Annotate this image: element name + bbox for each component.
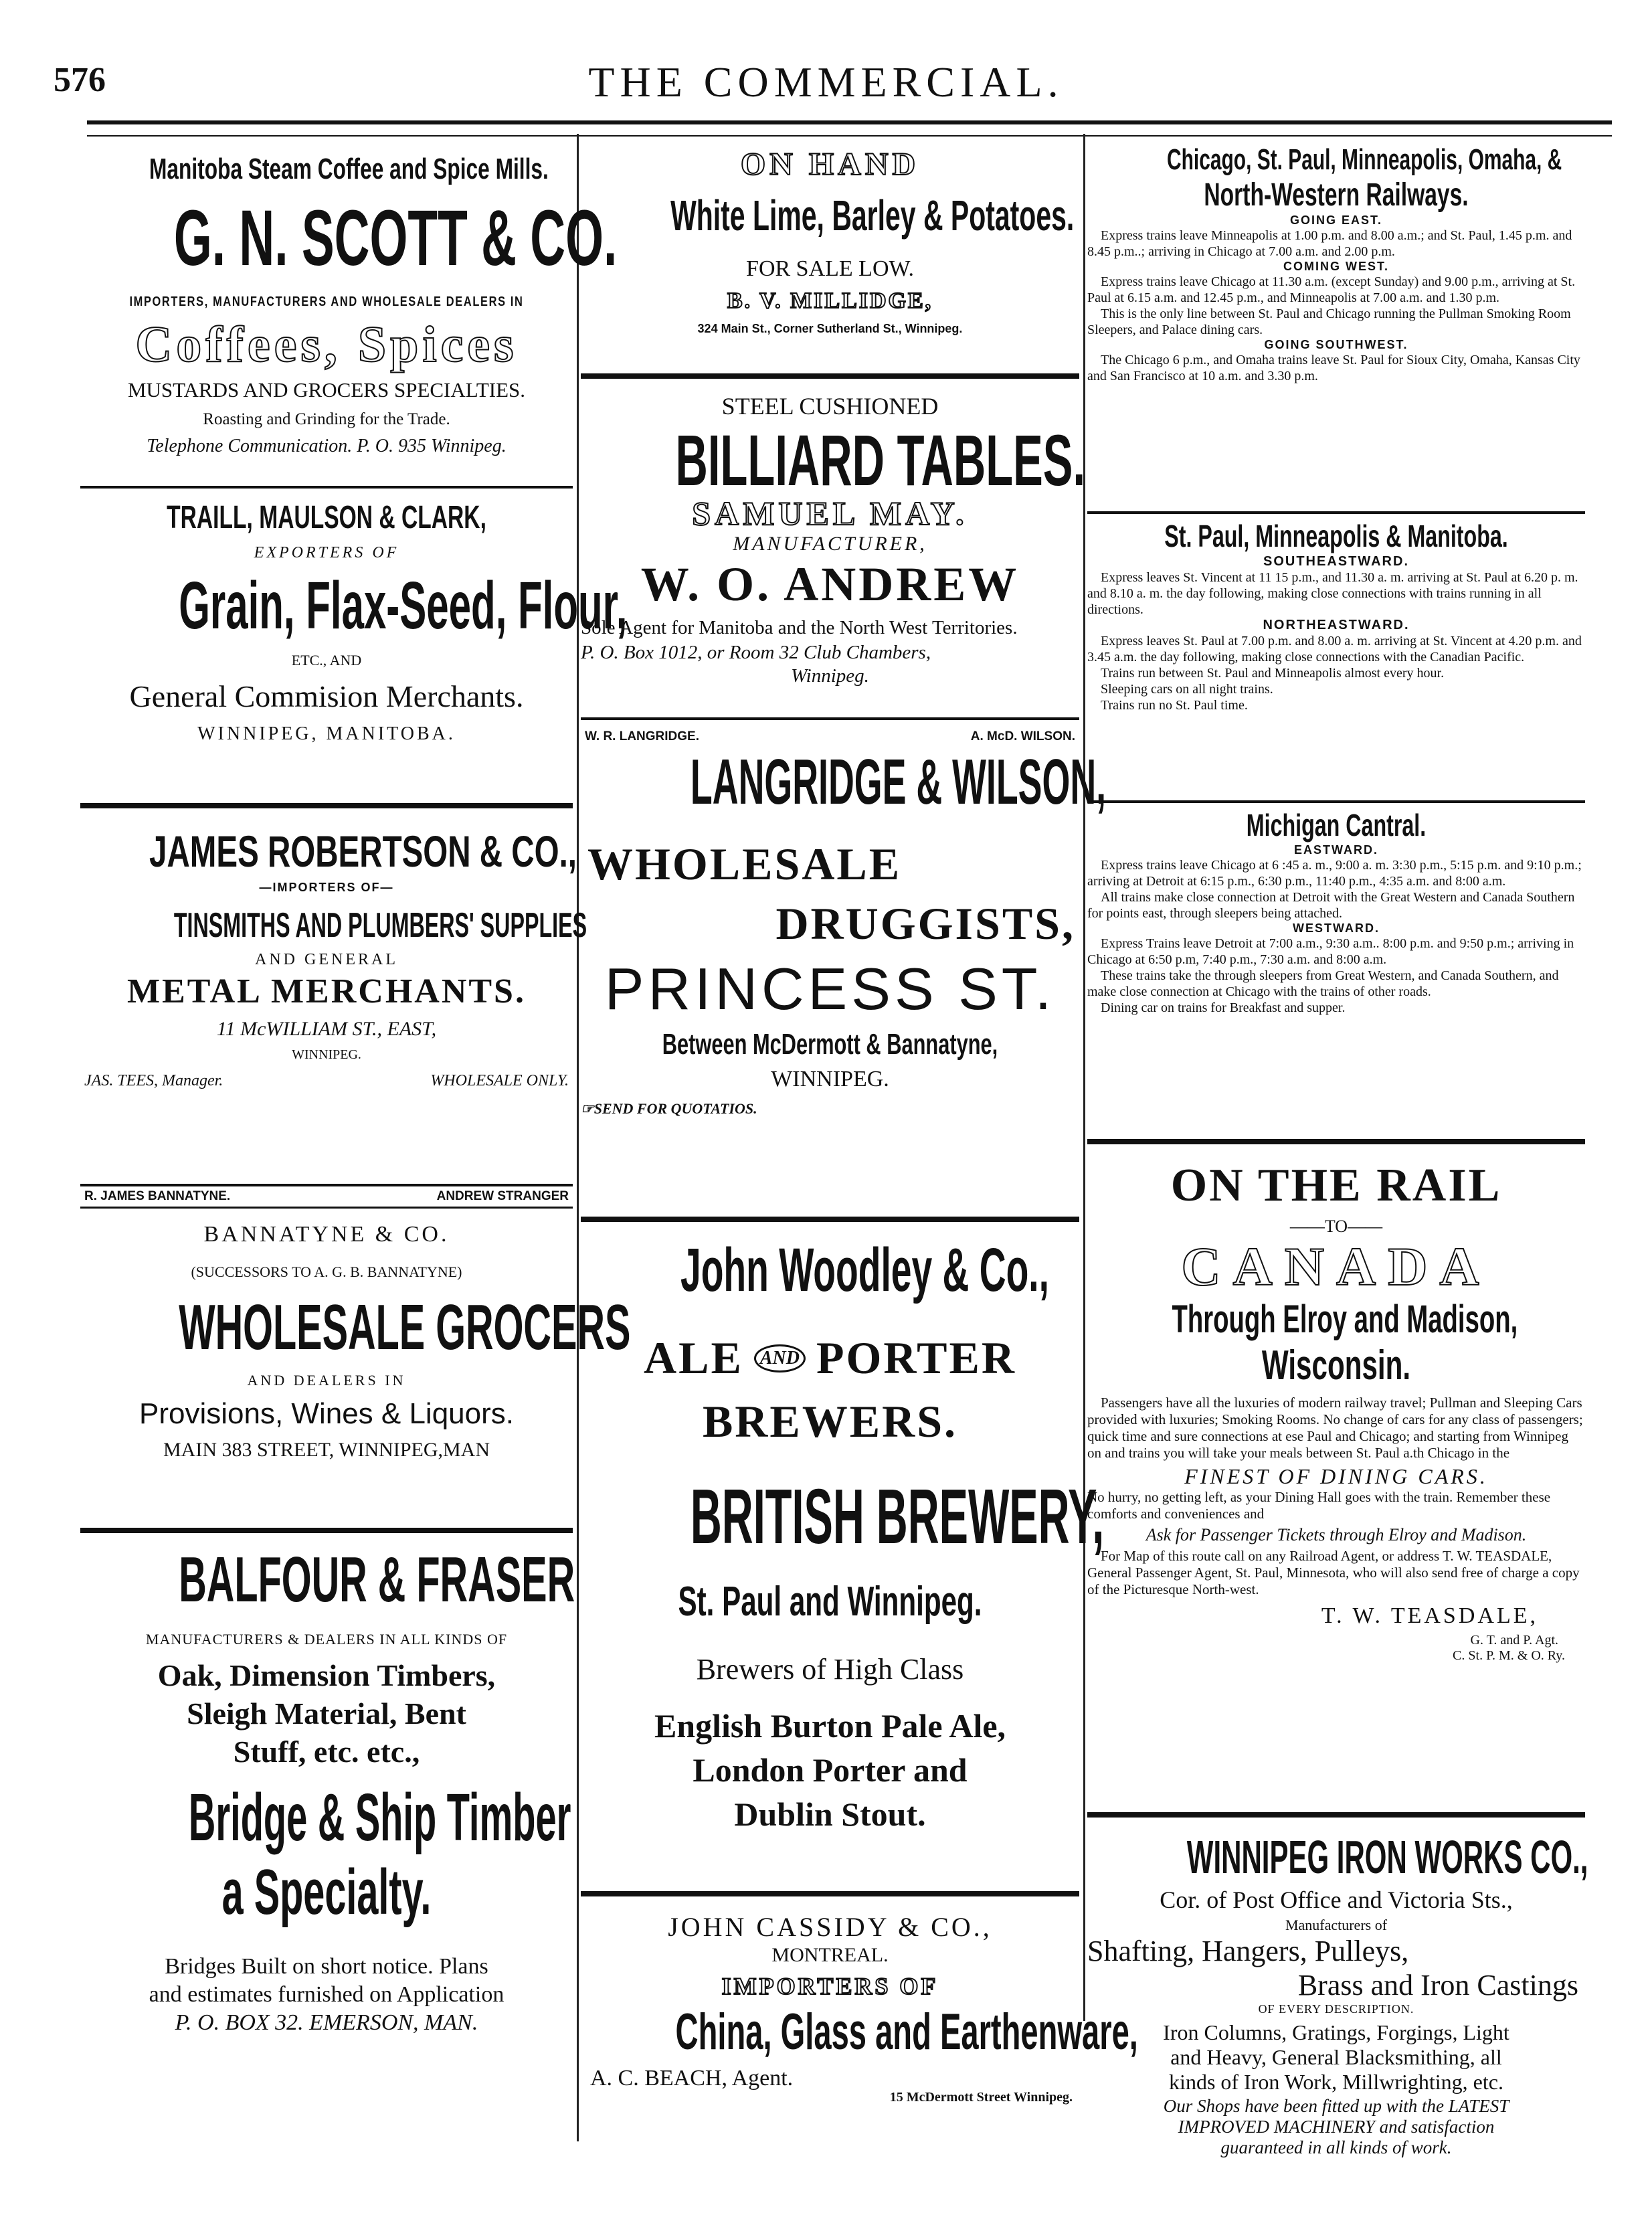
ad-goods: Iron Columns, Gratings, Forgings, Light (1163, 2020, 1509, 2044)
ad-line: ALE (644, 1332, 743, 1383)
ad-goods: English Burton Pale Ale, (654, 1707, 1006, 1745)
ad-line: ON HAND (740, 147, 920, 182)
ad-on-the-rail (1087, 1144, 1585, 1818)
ad-subhead: EASTWARD. (1294, 843, 1378, 857)
ad-address: 11 McWILLIAM ST., EAST, (216, 1018, 437, 1040)
ad-subhead: NORTHEASTWARD. (1263, 618, 1410, 632)
column-1 (80, 139, 631, 2159)
ad-company-name: LANGRIDGE & WILSON, (690, 746, 1107, 818)
ad-line: Wisconsin. (1261, 1342, 1411, 1389)
ad-company-name: BALFOUR & FRASER (179, 1544, 575, 1615)
ad-robertson (80, 808, 587, 1186)
ad-signer: T. W. TEASDALE, (1321, 1603, 1538, 1628)
timetable-text (1087, 569, 1585, 618)
ad-goods: London Porter and (693, 1751, 968, 1789)
timetable-paragraph: Dining car on trains for Breakfast and supper. (1101, 1000, 1346, 1015)
ad-headline: WHOLESALE GROCERS (179, 1292, 631, 1363)
column-2 (581, 139, 1138, 2159)
ad-company-name: BANNATYNE & CO. (203, 1222, 450, 1247)
ad-line: BREWERS. (702, 1396, 958, 1447)
timetable-paragraph: Sleeping cars on all night trains. (1101, 682, 1273, 697)
ad-stpaul-railway (1087, 514, 1585, 803)
ad-line: FOR SALE LOW. (746, 256, 914, 281)
ad-line: R. JAMES BANNATYNE. (84, 1189, 231, 1203)
ad-goods: Stuff, etc. etc., (233, 1735, 420, 1769)
ad-line: WHOLESALE (587, 838, 902, 889)
ad-address: 15 McDermott Street Winnipeg. (889, 2090, 1073, 2105)
ad-line: guaranteed in all kinds of work. (1220, 2137, 1452, 2157)
timetable-paragraph: This is the only line between St. Paul and Chicago running the Pullman Smoking Room Sleepers, and Palace dining cars. (1087, 306, 1571, 337)
timetable-paragraph: The Chicago 6 p.m., and Omaha trains leave St. Paul for Sioux City, Omaha, Kansas City and San Francisco at 10 a.m. and 3.30 p.m. (1087, 353, 1580, 383)
ad-line: W. R. LANGRIDGE. (585, 729, 699, 743)
ad-goods: White Lime, Barley & Potatoes. (670, 191, 1075, 240)
ad-line: Between McDermott & Bannatyne, (662, 1028, 998, 1061)
ad-line: Through Elroy and Madison, (1172, 1298, 1518, 1341)
ad-subhead: GOING SOUTHWEST. (1264, 338, 1408, 351)
ad-line: PORTER (816, 1332, 1016, 1383)
ad-line: ETC., AND (291, 652, 362, 669)
ad-subhead: COMING WEST. (1283, 260, 1389, 273)
timetable-text (1087, 228, 1585, 260)
ad-line: ——TO—— (1289, 1217, 1383, 1236)
ad-bannatyne (80, 1186, 631, 1528)
ad-company-name: G. N. SCOTT & CO. (173, 194, 618, 282)
ad-specialty: Bridge & Ship Timber (188, 1780, 571, 1855)
ad-line: Ask for Passenger Tickets through Elroy and Madison. (1145, 1525, 1527, 1544)
ad-line: DRUGGISTS, (775, 898, 1075, 949)
ad-goods: China, Glass and Earthenware, (675, 2004, 1138, 2060)
ad-address: Cor. of Post Office and Victoria Sts., (1160, 1886, 1513, 1913)
ad-balfour (80, 1528, 573, 2045)
ad-headline: BRITISH BREWERY, (690, 1473, 1105, 1560)
ad-goods: Oak, Dimension Timbers, (157, 1658, 496, 1692)
ad-subhead: WESTWARD. (1293, 921, 1380, 935)
ad-line: MONTREAL. (771, 1944, 889, 1966)
ad-scott (80, 139, 618, 489)
ad-goods: Shafting, Hangers, Pulleys, (1087, 1935, 1409, 1967)
timetable-text (1087, 274, 1585, 338)
ad-line: FINEST OF DINING CARS. (1184, 1464, 1488, 1488)
timetable-paragraph: Express leaves St. Paul at 7.00 p.m. and 8.00 a. m. arriving at St. Vincent at 4.20 p.m. and 3.45 a.m. the day following, making close connections with the Canadian Pacific. (1087, 634, 1582, 665)
ad-line: —IMPORTERS OF— (259, 881, 394, 894)
ad-line: WINNIPEG. (292, 1047, 361, 1062)
ad-headline: St. Paul, Minneapolis & Manitoba. (1164, 519, 1508, 553)
ad-address: MAIN 383 STREET, WINNIPEG,MAN (163, 1439, 490, 1461)
timetable-text (1087, 352, 1585, 384)
timetable-paragraph: These trains take the through sleepers from Great Western, and Canada Southern, and make close connection at Chicago with the trains of other roads. (1087, 968, 1559, 999)
ad-headline: BILLIARD TABLES. (675, 420, 1086, 501)
ad-line: St. Paul and Winnipeg. (678, 1579, 982, 1625)
ad-line: CANADA (1181, 1236, 1491, 1297)
rail-paragraph: No hurry, no getting left, as your Dining Hall goes with the train. Remember these comforts and conveniences and (1087, 1489, 1551, 1522)
timetable-paragraph: Express trains leave Chicago at 11.30 a.m. (except Sunday) and 9.00 p.m., arriving at St. Paul at 6.15 a.m. and 12.45 p.m., and Minneapolis at 7.00 a.m. and 1.30 p.m. (1087, 274, 1576, 305)
ad-goods: Provisions, Wines & Liquors. (139, 1397, 514, 1430)
rail-text (1087, 1395, 1585, 1462)
ad-line: JAS. TEES, Manager. (84, 1072, 223, 1089)
ad-line: Our Shops have been fitted up with the LATEST (1163, 2096, 1509, 2116)
rail-paragraph: For Map of this route call on any Railroad Agent, or address T. W. TEASDALE, General Passenger Agent, St. Paul, Minnesota, who will also send free of charge a copy of the Picturesque North-west. (1087, 1548, 1580, 1597)
ad-goods: and Heavy, General Blacksmithing, all (1170, 2045, 1502, 2069)
page-number: 576 (54, 61, 106, 99)
ad-business-line: IMPORTERS, MANUFACTURERS AND WHOLESALE DEALERS IN (129, 294, 524, 309)
ad-street: PRINCESS ST. (604, 956, 1056, 1022)
rail-text (1087, 1489, 1585, 1522)
ad-line: MANUFACTURERS & DEALERS IN ALL KINDS OF (145, 1631, 508, 1648)
ad-goods: Dublin Stout. (734, 1795, 926, 1833)
ad-line: ANDREW STRANGER (436, 1189, 569, 1203)
ad-line: and estimates furnished on Application (149, 1982, 504, 2007)
ad-address: 324 Main St., Corner Sutherland St., Winnipeg. (697, 322, 963, 335)
ad-traill (80, 489, 628, 808)
ad-line: P. O. BOX 32. EMERSON, MAN. (175, 2010, 478, 2035)
ad-line: EXPORTERS OF (254, 544, 399, 561)
ad-line: Brewers of High Class (696, 1653, 964, 1686)
ad-subhead: GOING EAST. (1289, 213, 1382, 227)
ad-headline: North-Western Railways. (1204, 177, 1469, 213)
ad-line: A. C. BEACH, Agent. (590, 2066, 794, 2091)
ad-line: WINNIPEG. (771, 1067, 889, 1091)
ad-headline: Manitoba Steam Coffee and Spice Mills. (149, 153, 549, 185)
ad-line: Manufacturers of (1285, 1917, 1388, 1933)
ad-cassidy (581, 1896, 1138, 2115)
ad-line: SAMUEL MAY. (692, 495, 968, 532)
ad-line: STEEL CUSHIONED (721, 393, 939, 420)
ad-line: AND DEALERS IN (247, 1372, 406, 1389)
ad-line: ☞SEND FOR QUOTATIOS. (581, 1100, 757, 1117)
ad-headline: Michigan Cantral. (1246, 808, 1427, 843)
ad-company-name: JOHN CASSIDY & CO., (668, 1912, 992, 1942)
ad-line: WINNIPEG, MANITOBA. (197, 723, 456, 744)
and-emblem-icon: AND (754, 1344, 806, 1373)
rail-paragraph: Passengers have all the luxuries of modern railway travel; Pullman and Sleeping Cars provided with luxuries; Smoking Rooms. No change of cars for any class of passengers; quick time and sure connections at ese Paul and Chicago; and starting from Winnipeg on and trains you will take your meals between St. Paul a.th Chicago in the (1087, 1395, 1583, 1461)
ad-line: Sole Agent for Manitoba and the North West Territories. (581, 617, 1018, 638)
ad-company-name: WINNIPEG IRON WORKS CO., (1186, 1831, 1588, 1883)
timetable-paragraph: All trains make close connection at Detroit with the Great Western and Canada Southern for points east, through sleepers being attached. (1087, 890, 1575, 921)
ad-millidge (581, 139, 1079, 379)
ad-headline: Chicago, St. Paul, Minneapolis, Omaha, & (1167, 143, 1562, 176)
ad-line: G. T. and P. Agt. (1470, 1633, 1558, 1648)
page-header (40, 60, 1612, 114)
ad-agent-name: W. O. ANDREW (640, 557, 1020, 611)
ad-line: WHOLESALE ONLY. (430, 1072, 569, 1089)
timetable-paragraph: Express leaves St. Vincent at 11 15 p.m., and 11.30 a. m. arriving at St. Paul at 6.20 p. m. and 8.10 a. m. the day following, making close connections with trains running in all directions. (1087, 570, 1578, 617)
ad-line: OF EVERY DESCRIPTION. (1258, 2002, 1414, 2016)
timetable-paragraph: Trains run no St. Paul time. (1101, 698, 1248, 713)
ad-line: General Commision Merchants. (129, 679, 524, 713)
ad-line: AND GENERAL (255, 951, 398, 968)
ad-line: METAL MERCHANTS. (127, 972, 526, 1010)
ad-products: Coffees, Spices (135, 317, 518, 373)
ad-line: Winnipeg. (791, 665, 869, 687)
ad-billiard (581, 379, 1086, 720)
ad-company-name: B. V. MILLIDGE, (727, 288, 933, 313)
ad-goods: kinds of Iron Work, Millwrighting, etc. (1169, 2070, 1503, 2094)
ad-line: (SUCCESSORS TO A. G. B. BANNATYNE) (191, 1263, 462, 1280)
ad-line: MUSTARDS AND GROCERS SPECIALTIES. (127, 378, 526, 402)
ad-company-name: TRAILL, MAULSON & CLARK, (167, 500, 486, 535)
timetable-text (1087, 936, 1585, 1016)
page-title: THE COMMERCIAL. (588, 58, 1064, 106)
rail-text (1087, 1548, 1585, 1598)
ad-iron-works (1087, 1818, 1588, 2167)
ad-line: Roasting and Grinding for the Trade. (203, 410, 450, 428)
column-divider (577, 134, 579, 2141)
timetable-paragraph: Express trains leave Minneapolis at 1.00 p.m. and 8.00 a.m.; and St. Paul, 1.45 p.m. and 8.45 p.m..; arriving in Chicago at 7.00 a.m. and 2.00 p.m. (1087, 228, 1572, 259)
ad-line: Bridges Built on short notice. Plans (165, 1954, 488, 1979)
ad-goods: Grain, Flax-Seed, Flour, (179, 568, 628, 643)
ad-michigan-central (1087, 803, 1585, 1144)
timetable-text (1087, 633, 1585, 713)
timetable-paragraph: Trains run between St. Paul and Minneapolis almost every hour. (1101, 666, 1445, 681)
ad-line: C. St. P. M. & O. Ry. (1453, 1648, 1565, 1663)
ad-line: A. McD. WILSON. (970, 729, 1075, 743)
ad-goods: Brass and Iron Castings (1297, 1969, 1578, 2002)
ad-line: P. O. Box 1012, or Room 32 Club Chambers, (581, 642, 931, 663)
ad-company-name: JAMES ROBERTSON & CO., (149, 826, 577, 876)
ad-company-name: John Woodley & Co., (680, 1236, 1049, 1304)
timetable-paragraph: Express trains leave Chicago at 6 :45 a. m., 9:00 a. m. 3:30 p.m., 5:15 p.m. and 9:10 p.m.; arriving at Detroit at 6:15 p.m., 6:30 p.m., 11:40 p.m., 4:35 a.m. and 8:00 a.m. (1087, 858, 1582, 889)
ad-chicago-railway (1087, 139, 1585, 514)
ad-headline: ON THE RAIL (1170, 1160, 1502, 1211)
ad-woodley (581, 1222, 1105, 1896)
column-3 (1087, 139, 1588, 2159)
ad-goods: TINSMITHS AND PLUMBERS' SUPPLIES (173, 906, 587, 945)
ad-goods: Sleigh Material, Bent (187, 1696, 466, 1731)
ad-line: Telephone Communication. P. O. 935 Winnipeg. (147, 436, 507, 456)
header-rule (87, 120, 1612, 137)
timetable-paragraph: Express Trains leave Detroit at 7:00 a.m., 9:30 a.m.. 8:00 p.m. and 9:50 p.m.; arriving in Chicago at 6:50 p.m, 7:40 p.m., 7:30 a.m. and 8:00 a.m. (1087, 936, 1574, 967)
ad-line: MANUFACTURER, (733, 533, 927, 555)
ad-subhead: SOUTHEASTWARD. (1263, 554, 1409, 569)
column-divider (1083, 134, 1085, 2021)
ad-line: IMPROVED MACHINERY and satisfaction (1178, 2117, 1495, 2137)
ad-langridge (581, 720, 1107, 1222)
timetable-text (1087, 857, 1585, 921)
ad-line: IMPORTERS OF (721, 1973, 939, 2000)
ad-specialty: a Specialty. (221, 1856, 432, 1928)
